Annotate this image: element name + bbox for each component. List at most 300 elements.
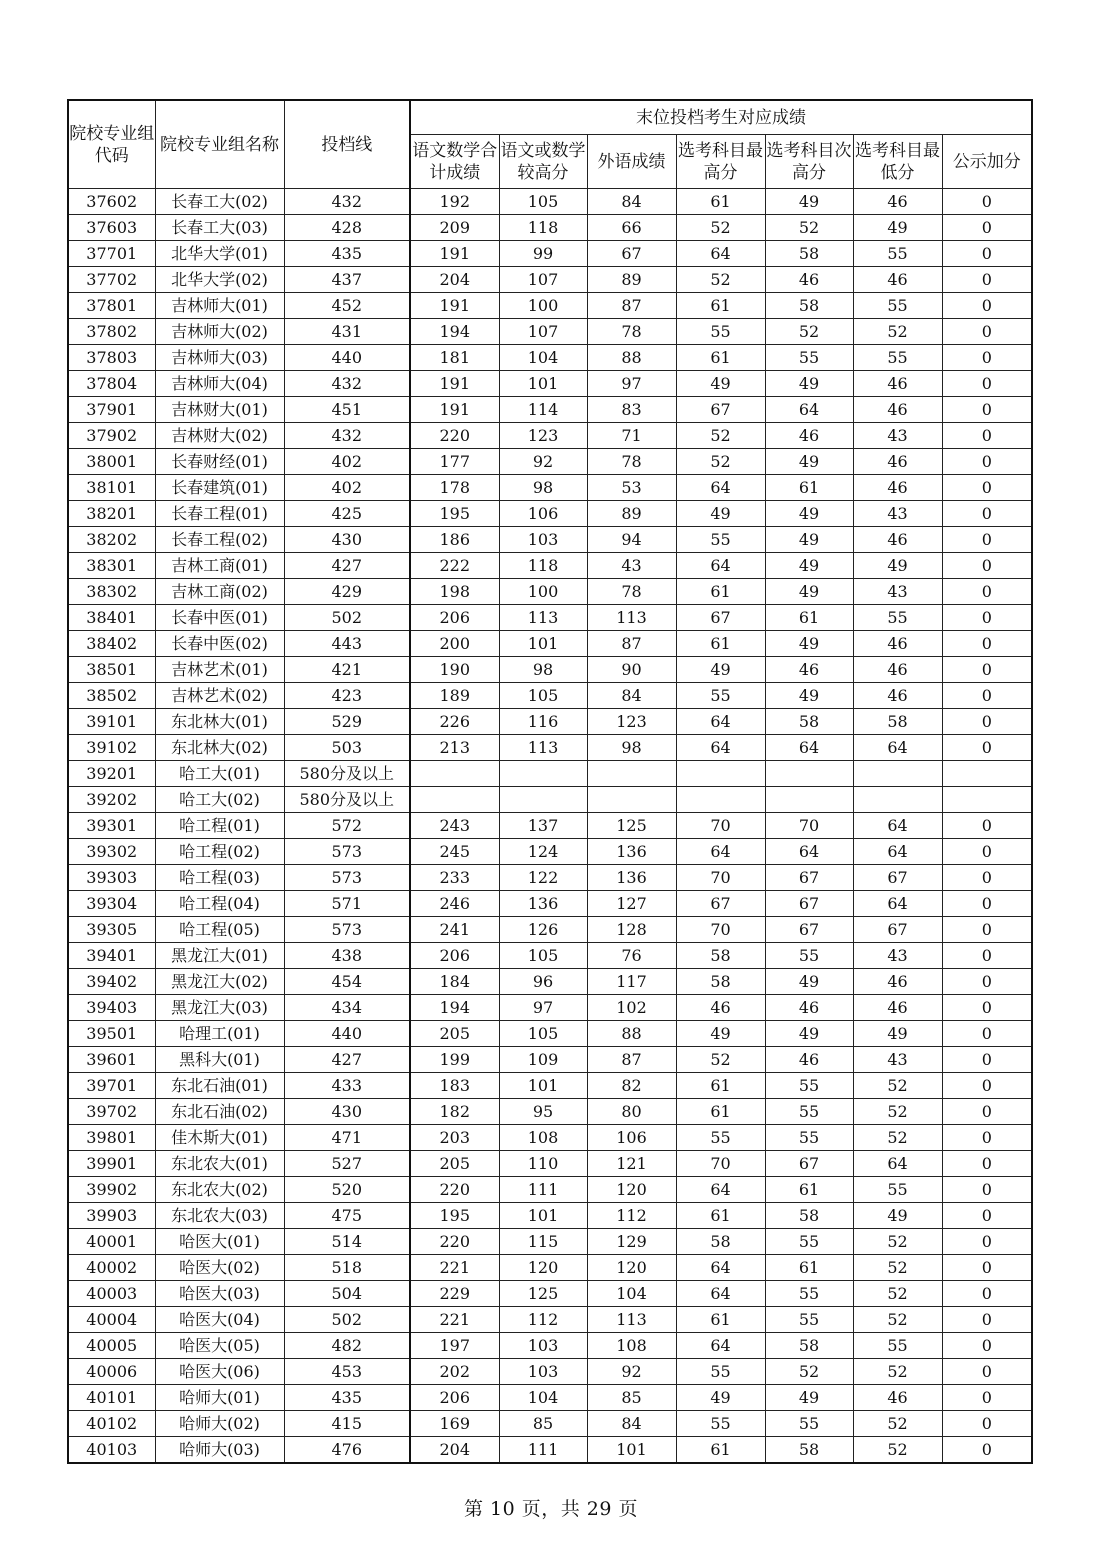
elective-second-cell: 67 bbox=[765, 891, 853, 917]
elective-second-cell: 61 bbox=[765, 605, 853, 631]
table-row bbox=[68, 319, 1032, 345]
bonus-points-cell: 0 bbox=[942, 1437, 1032, 1464]
elective-highest-cell: 61 bbox=[676, 293, 765, 319]
bonus-points-cell: 0 bbox=[942, 631, 1032, 657]
elective-second-cell: 49 bbox=[765, 371, 853, 397]
cutoff-line-cell: 518 bbox=[284, 1255, 410, 1281]
table-row bbox=[68, 605, 1032, 631]
elective-lowest-cell: 46 bbox=[853, 189, 942, 215]
group-name-cell: 哈医大(01) bbox=[155, 1229, 284, 1255]
chinese-or-math-higher-cell: 112 bbox=[499, 1307, 587, 1333]
elective-highest-cell: 61 bbox=[676, 631, 765, 657]
table-row bbox=[68, 215, 1032, 241]
elective-lowest-cell: 52 bbox=[853, 1073, 942, 1099]
group-code-cell: 40102 bbox=[68, 1411, 155, 1437]
chinese-or-math-higher-cell: 100 bbox=[499, 293, 587, 319]
group-code-cell: 37701 bbox=[68, 241, 155, 267]
foreign-language-cell: 106 bbox=[587, 1125, 676, 1151]
elective-second-cell: 70 bbox=[765, 813, 853, 839]
chinese-or-math-higher-cell: 85 bbox=[499, 1411, 587, 1437]
elective-second-cell: 61 bbox=[765, 1255, 853, 1281]
foreign-language-cell: 84 bbox=[587, 683, 676, 709]
elective-highest-cell: 52 bbox=[676, 423, 765, 449]
group-code-cell: 40001 bbox=[68, 1229, 155, 1255]
table-row bbox=[68, 579, 1032, 605]
elective-lowest-cell: 46 bbox=[853, 475, 942, 501]
chinese-or-math-higher-cell: 136 bbox=[499, 891, 587, 917]
foreign-language-cell: 89 bbox=[587, 267, 676, 293]
foreign-language-cell: 120 bbox=[587, 1255, 676, 1281]
cutoff-line-cell: 425 bbox=[284, 501, 410, 527]
bonus-points-cell: 0 bbox=[942, 1229, 1032, 1255]
elective-highest-cell: 58 bbox=[676, 943, 765, 969]
chinese-math-total-cell: 169 bbox=[410, 1411, 499, 1437]
elective-second-cell: 55 bbox=[765, 1307, 853, 1333]
elective-lowest-cell bbox=[853, 787, 942, 813]
elective-highest-cell: 64 bbox=[676, 1281, 765, 1307]
chinese-or-math-higher-cell: 124 bbox=[499, 839, 587, 865]
group-name-cell: 长春中医(01) bbox=[155, 605, 284, 631]
elective-lowest-cell: 64 bbox=[853, 813, 942, 839]
elective-second-cell bbox=[765, 787, 853, 813]
table-row bbox=[68, 943, 1032, 969]
group-name-cell: 吉林工商(01) bbox=[155, 553, 284, 579]
cutoff-line-cell: 443 bbox=[284, 631, 410, 657]
chinese-or-math-higher-cell: 101 bbox=[499, 1073, 587, 1099]
header-group-name: 院校专业组名称 bbox=[155, 100, 284, 189]
cutoff-line-cell: 430 bbox=[284, 527, 410, 553]
elective-highest-cell: 61 bbox=[676, 1073, 765, 1099]
elective-second-cell: 49 bbox=[765, 1385, 853, 1411]
bonus-points-cell: 0 bbox=[942, 709, 1032, 735]
elective-highest-cell: 61 bbox=[676, 1437, 765, 1464]
chinese-or-math-higher-cell: 126 bbox=[499, 917, 587, 943]
header-cutoff-line: 投档线 bbox=[284, 100, 410, 189]
chinese-or-math-higher-cell: 105 bbox=[499, 943, 587, 969]
elective-lowest-cell: 52 bbox=[853, 1125, 942, 1151]
chinese-math-total-cell: 189 bbox=[410, 683, 499, 709]
chinese-or-math-higher-cell: 109 bbox=[499, 1047, 587, 1073]
elective-highest-cell: 61 bbox=[676, 189, 765, 215]
group-name-cell: 长春建筑(01) bbox=[155, 475, 284, 501]
foreign-language-cell: 101 bbox=[587, 1437, 676, 1464]
foreign-language-cell: 98 bbox=[587, 735, 676, 761]
bonus-points-cell: 0 bbox=[942, 293, 1032, 319]
elective-highest-cell: 67 bbox=[676, 605, 765, 631]
foreign-language-cell: 97 bbox=[587, 371, 676, 397]
cutoff-line-cell: 573 bbox=[284, 917, 410, 943]
bonus-points-cell: 0 bbox=[942, 319, 1032, 345]
foreign-language-cell: 120 bbox=[587, 1177, 676, 1203]
elective-second-cell: 58 bbox=[765, 709, 853, 735]
cutoff-line-cell: 427 bbox=[284, 553, 410, 579]
chinese-math-total-cell: 204 bbox=[410, 1437, 499, 1464]
chinese-or-math-higher-cell: 104 bbox=[499, 345, 587, 371]
bonus-points-cell: 0 bbox=[942, 1203, 1032, 1229]
cutoff-line-cell: 432 bbox=[284, 423, 410, 449]
elective-highest-cell: 55 bbox=[676, 527, 765, 553]
elective-lowest-cell: 49 bbox=[853, 1203, 942, 1229]
foreign-language-cell: 84 bbox=[587, 189, 676, 215]
chinese-math-total-cell: 199 bbox=[410, 1047, 499, 1073]
elective-lowest-cell: 49 bbox=[853, 1021, 942, 1047]
group-code-cell: 38202 bbox=[68, 527, 155, 553]
chinese-or-math-higher-cell: 100 bbox=[499, 579, 587, 605]
chinese-or-math-higher-cell: 123 bbox=[499, 423, 587, 449]
bonus-points-cell: 0 bbox=[942, 371, 1032, 397]
header-elective-lowest: 选考科目最低分 bbox=[853, 135, 942, 189]
group-name-cell: 长春工大(02) bbox=[155, 189, 284, 215]
chinese-or-math-higher-cell bbox=[499, 787, 587, 813]
elective-highest-cell: 64 bbox=[676, 241, 765, 267]
table-row bbox=[68, 1281, 1032, 1307]
elective-second-cell: 46 bbox=[765, 657, 853, 683]
elective-second-cell: 49 bbox=[765, 553, 853, 579]
elective-lowest-cell: 64 bbox=[853, 735, 942, 761]
bonus-points-cell: 0 bbox=[942, 1385, 1032, 1411]
table-row bbox=[68, 1099, 1032, 1125]
cutoff-line-cell: 429 bbox=[284, 579, 410, 605]
elective-second-cell: 61 bbox=[765, 475, 853, 501]
elective-second-cell: 52 bbox=[765, 215, 853, 241]
foreign-language-cell: 108 bbox=[587, 1333, 676, 1359]
elective-lowest-cell bbox=[853, 761, 942, 787]
foreign-language-cell: 80 bbox=[587, 1099, 676, 1125]
group-name-cell: 吉林师大(01) bbox=[155, 293, 284, 319]
cutoff-line-cell: 476 bbox=[284, 1437, 410, 1464]
foreign-language-cell: 136 bbox=[587, 865, 676, 891]
elective-second-cell: 52 bbox=[765, 319, 853, 345]
foreign-language-cell: 125 bbox=[587, 813, 676, 839]
cutoff-line-cell: 475 bbox=[284, 1203, 410, 1229]
group-name-cell: 哈工程(04) bbox=[155, 891, 284, 917]
cutoff-line-cell: 572 bbox=[284, 813, 410, 839]
chinese-or-math-higher-cell: 105 bbox=[499, 189, 587, 215]
table-row bbox=[68, 1125, 1032, 1151]
elective-highest-cell: 55 bbox=[676, 319, 765, 345]
table-row bbox=[68, 397, 1032, 423]
group-code-cell: 38502 bbox=[68, 683, 155, 709]
elective-second-cell: 58 bbox=[765, 1437, 853, 1464]
group-name-cell: 黑龙江大(01) bbox=[155, 943, 284, 969]
group-name-cell: 东北农大(01) bbox=[155, 1151, 284, 1177]
chinese-or-math-higher-cell: 122 bbox=[499, 865, 587, 891]
table-row bbox=[68, 1359, 1032, 1385]
chinese-math-total-cell: 182 bbox=[410, 1099, 499, 1125]
elective-lowest-cell: 43 bbox=[853, 579, 942, 605]
group-name-cell: 长春工程(01) bbox=[155, 501, 284, 527]
elective-second-cell: 49 bbox=[765, 969, 853, 995]
bonus-points-cell: 0 bbox=[942, 501, 1032, 527]
chinese-or-math-higher-cell: 111 bbox=[499, 1177, 587, 1203]
cutoff-line-cell: 402 bbox=[284, 449, 410, 475]
foreign-language-cell: 136 bbox=[587, 839, 676, 865]
header-elective-highest: 选考科目最高分 bbox=[676, 135, 765, 189]
elective-second-cell: 58 bbox=[765, 293, 853, 319]
elective-highest-cell: 58 bbox=[676, 969, 765, 995]
group-code-cell: 39201 bbox=[68, 761, 155, 787]
foreign-language-cell: 127 bbox=[587, 891, 676, 917]
cutoff-line-cell: 434 bbox=[284, 995, 410, 1021]
group-name-cell: 吉林工商(02) bbox=[155, 579, 284, 605]
group-code-cell: 38201 bbox=[68, 501, 155, 527]
group-code-cell: 39901 bbox=[68, 1151, 155, 1177]
elective-highest-cell: 64 bbox=[676, 1255, 765, 1281]
bonus-points-cell: 0 bbox=[942, 1151, 1032, 1177]
elective-second-cell: 46 bbox=[765, 423, 853, 449]
foreign-language-cell: 104 bbox=[587, 1281, 676, 1307]
elective-second-cell: 67 bbox=[765, 917, 853, 943]
elective-lowest-cell: 46 bbox=[853, 683, 942, 709]
chinese-or-math-higher-cell: 116 bbox=[499, 709, 587, 735]
cutoff-line-cell: 502 bbox=[284, 1307, 410, 1333]
elective-highest-cell: 55 bbox=[676, 1359, 765, 1385]
table-row bbox=[68, 1021, 1032, 1047]
foreign-language-cell: 67 bbox=[587, 241, 676, 267]
chinese-or-math-higher-cell: 95 bbox=[499, 1099, 587, 1125]
cutoff-line-cell: 423 bbox=[284, 683, 410, 709]
elective-highest-cell: 64 bbox=[676, 709, 765, 735]
bonus-points-cell: 0 bbox=[942, 1177, 1032, 1203]
chinese-math-total-cell: 229 bbox=[410, 1281, 499, 1307]
elective-highest-cell: 64 bbox=[676, 1333, 765, 1359]
group-code-cell: 39601 bbox=[68, 1047, 155, 1073]
chinese-or-math-higher-cell: 120 bbox=[499, 1255, 587, 1281]
group-name-cell: 东北农大(03) bbox=[155, 1203, 284, 1229]
bonus-points-cell: 0 bbox=[942, 969, 1032, 995]
group-name-cell: 哈工程(02) bbox=[155, 839, 284, 865]
group-code-cell: 39402 bbox=[68, 969, 155, 995]
table-row bbox=[68, 501, 1032, 527]
group-name-cell: 哈师大(03) bbox=[155, 1437, 284, 1464]
cutoff-line-cell: 503 bbox=[284, 735, 410, 761]
table-row bbox=[68, 631, 1032, 657]
foreign-language-cell: 78 bbox=[587, 449, 676, 475]
group-name-cell: 长春中医(02) bbox=[155, 631, 284, 657]
cutoff-line-cell: 435 bbox=[284, 241, 410, 267]
elective-highest-cell bbox=[676, 761, 765, 787]
cutoff-line-cell: 514 bbox=[284, 1229, 410, 1255]
bonus-points-cell: 0 bbox=[942, 995, 1032, 1021]
group-code-cell: 40103 bbox=[68, 1437, 155, 1464]
group-name-cell: 哈医大(06) bbox=[155, 1359, 284, 1385]
elective-second-cell bbox=[765, 761, 853, 787]
group-name-cell: 吉林师大(02) bbox=[155, 319, 284, 345]
chinese-math-total-cell: 241 bbox=[410, 917, 499, 943]
bonus-points-cell: 0 bbox=[942, 865, 1032, 891]
elective-highest-cell: 67 bbox=[676, 397, 765, 423]
table-row bbox=[68, 813, 1032, 839]
group-code-cell: 40004 bbox=[68, 1307, 155, 1333]
table-row bbox=[68, 917, 1032, 943]
group-name-cell: 吉林艺术(02) bbox=[155, 683, 284, 709]
foreign-language-cell bbox=[587, 761, 676, 787]
chinese-math-total-cell: 200 bbox=[410, 631, 499, 657]
elective-second-cell: 55 bbox=[765, 1099, 853, 1125]
bonus-points-cell: 0 bbox=[942, 475, 1032, 501]
table-row bbox=[68, 761, 1032, 787]
elective-highest-cell: 64 bbox=[676, 1177, 765, 1203]
chinese-math-total-cell: 194 bbox=[410, 319, 499, 345]
foreign-language-cell: 87 bbox=[587, 1047, 676, 1073]
elective-highest-cell: 55 bbox=[676, 1411, 765, 1437]
elective-second-cell: 46 bbox=[765, 995, 853, 1021]
group-code-cell: 40101 bbox=[68, 1385, 155, 1411]
elective-lowest-cell: 52 bbox=[853, 1229, 942, 1255]
chinese-or-math-higher-cell: 113 bbox=[499, 605, 587, 631]
table-row bbox=[68, 449, 1032, 475]
group-name-cell: 吉林财大(02) bbox=[155, 423, 284, 449]
elective-lowest-cell: 64 bbox=[853, 1151, 942, 1177]
elective-highest-cell: 61 bbox=[676, 1203, 765, 1229]
bonus-points-cell: 0 bbox=[942, 267, 1032, 293]
cutoff-line-cell: 520 bbox=[284, 1177, 410, 1203]
group-code-cell: 37901 bbox=[68, 397, 155, 423]
foreign-language-cell: 94 bbox=[587, 527, 676, 553]
group-code-cell: 39702 bbox=[68, 1099, 155, 1125]
group-code-cell: 39701 bbox=[68, 1073, 155, 1099]
elective-highest-cell: 67 bbox=[676, 891, 765, 917]
foreign-language-cell: 129 bbox=[587, 1229, 676, 1255]
chinese-math-total-cell: 197 bbox=[410, 1333, 499, 1359]
elective-lowest-cell: 55 bbox=[853, 293, 942, 319]
elective-lowest-cell: 46 bbox=[853, 995, 942, 1021]
foreign-language-cell: 121 bbox=[587, 1151, 676, 1177]
cutoff-line-cell: 432 bbox=[284, 371, 410, 397]
chinese-math-total-cell: 233 bbox=[410, 865, 499, 891]
table-row bbox=[68, 1411, 1032, 1437]
group-code-cell: 39101 bbox=[68, 709, 155, 735]
elective-highest-cell: 49 bbox=[676, 1385, 765, 1411]
table-row bbox=[68, 293, 1032, 319]
bonus-points-cell: 0 bbox=[942, 839, 1032, 865]
foreign-language-cell: 78 bbox=[587, 319, 676, 345]
table-row bbox=[68, 267, 1032, 293]
elective-second-cell: 58 bbox=[765, 1333, 853, 1359]
chinese-or-math-higher-cell: 113 bbox=[499, 735, 587, 761]
elective-highest-cell: 64 bbox=[676, 735, 765, 761]
elective-lowest-cell: 67 bbox=[853, 865, 942, 891]
chinese-math-total-cell: 245 bbox=[410, 839, 499, 865]
chinese-or-math-higher-cell: 110 bbox=[499, 1151, 587, 1177]
group-name-cell: 长春工程(02) bbox=[155, 527, 284, 553]
elective-highest-cell: 70 bbox=[676, 1151, 765, 1177]
elective-second-cell: 58 bbox=[765, 241, 853, 267]
table-row bbox=[68, 891, 1032, 917]
chinese-math-total-cell: 191 bbox=[410, 241, 499, 267]
group-code-cell: 39403 bbox=[68, 995, 155, 1021]
chinese-math-total-cell bbox=[410, 787, 499, 813]
group-name-cell: 哈医大(03) bbox=[155, 1281, 284, 1307]
cutoff-line-cell: 471 bbox=[284, 1125, 410, 1151]
table-row bbox=[68, 371, 1032, 397]
elective-second-cell: 49 bbox=[765, 501, 853, 527]
table-row bbox=[68, 527, 1032, 553]
group-name-cell: 东北林大(02) bbox=[155, 735, 284, 761]
cutoff-line-cell: 431 bbox=[284, 319, 410, 345]
group-code-cell: 38401 bbox=[68, 605, 155, 631]
elective-highest-cell: 70 bbox=[676, 865, 765, 891]
cutoff-line-cell: 428 bbox=[284, 215, 410, 241]
foreign-language-cell: 85 bbox=[587, 1385, 676, 1411]
table-row bbox=[68, 1151, 1032, 1177]
group-code-cell: 39303 bbox=[68, 865, 155, 891]
group-name-cell: 东北石油(01) bbox=[155, 1073, 284, 1099]
chinese-math-total-cell: 186 bbox=[410, 527, 499, 553]
elective-second-cell: 46 bbox=[765, 1047, 853, 1073]
elective-lowest-cell: 52 bbox=[853, 1359, 942, 1385]
elective-second-cell: 46 bbox=[765, 267, 853, 293]
table-row bbox=[68, 657, 1032, 683]
bonus-points-cell: 0 bbox=[942, 605, 1032, 631]
foreign-language-cell: 88 bbox=[587, 1021, 676, 1047]
chinese-math-total-cell: 206 bbox=[410, 943, 499, 969]
bonus-points-cell: 0 bbox=[942, 579, 1032, 605]
elective-lowest-cell: 52 bbox=[853, 1437, 942, 1464]
chinese-or-math-higher-cell: 98 bbox=[499, 475, 587, 501]
group-name-cell: 长春工大(03) bbox=[155, 215, 284, 241]
elective-highest-cell: 64 bbox=[676, 475, 765, 501]
group-code-cell: 39902 bbox=[68, 1177, 155, 1203]
elective-highest-cell: 55 bbox=[676, 1125, 765, 1151]
chinese-or-math-higher-cell: 96 bbox=[499, 969, 587, 995]
chinese-math-total-cell: 213 bbox=[410, 735, 499, 761]
elective-second-cell: 49 bbox=[765, 1021, 853, 1047]
chinese-or-math-higher-cell: 104 bbox=[499, 1385, 587, 1411]
group-code-cell: 39304 bbox=[68, 891, 155, 917]
elective-lowest-cell: 49 bbox=[853, 215, 942, 241]
table-row bbox=[68, 1437, 1032, 1464]
chinese-or-math-higher-cell: 105 bbox=[499, 683, 587, 709]
chinese-math-total-cell: 220 bbox=[410, 1229, 499, 1255]
elective-highest-cell: 61 bbox=[676, 1307, 765, 1333]
foreign-language-cell: 76 bbox=[587, 943, 676, 969]
table-row bbox=[68, 189, 1032, 215]
foreign-language-cell: 71 bbox=[587, 423, 676, 449]
table-row bbox=[68, 423, 1032, 449]
chinese-or-math-higher-cell: 103 bbox=[499, 1333, 587, 1359]
elective-lowest-cell: 46 bbox=[853, 449, 942, 475]
chinese-or-math-higher-cell: 107 bbox=[499, 319, 587, 345]
cutoff-line-cell: 402 bbox=[284, 475, 410, 501]
elective-highest-cell: 58 bbox=[676, 1229, 765, 1255]
elective-second-cell: 49 bbox=[765, 683, 853, 709]
table-row bbox=[68, 839, 1032, 865]
chinese-or-math-higher-cell: 99 bbox=[499, 241, 587, 267]
elective-highest-cell: 49 bbox=[676, 1021, 765, 1047]
cutoff-line-cell: 421 bbox=[284, 657, 410, 683]
bonus-points-cell: 0 bbox=[942, 813, 1032, 839]
elective-highest-cell: 55 bbox=[676, 683, 765, 709]
header-chinese-math-total: 语文数学合计成绩 bbox=[410, 135, 499, 189]
group-name-cell: 东北林大(01) bbox=[155, 709, 284, 735]
chinese-math-total-cell: 220 bbox=[410, 1177, 499, 1203]
group-code-cell: 38402 bbox=[68, 631, 155, 657]
chinese-math-total-cell: 178 bbox=[410, 475, 499, 501]
group-name-cell: 黑龙江大(03) bbox=[155, 995, 284, 1021]
elective-second-cell: 64 bbox=[765, 397, 853, 423]
elective-highest-cell: 61 bbox=[676, 345, 765, 371]
header-chinese-or-math-higher: 语文或数学较高分 bbox=[499, 135, 587, 189]
elective-lowest-cell: 52 bbox=[853, 1411, 942, 1437]
group-code-cell: 39102 bbox=[68, 735, 155, 761]
chinese-or-math-higher-cell: 101 bbox=[499, 1203, 587, 1229]
table-row bbox=[68, 995, 1032, 1021]
group-code-cell: 38301 bbox=[68, 553, 155, 579]
cutoff-line-cell: 452 bbox=[284, 293, 410, 319]
elective-second-cell: 61 bbox=[765, 1177, 853, 1203]
group-name-cell: 哈医大(04) bbox=[155, 1307, 284, 1333]
